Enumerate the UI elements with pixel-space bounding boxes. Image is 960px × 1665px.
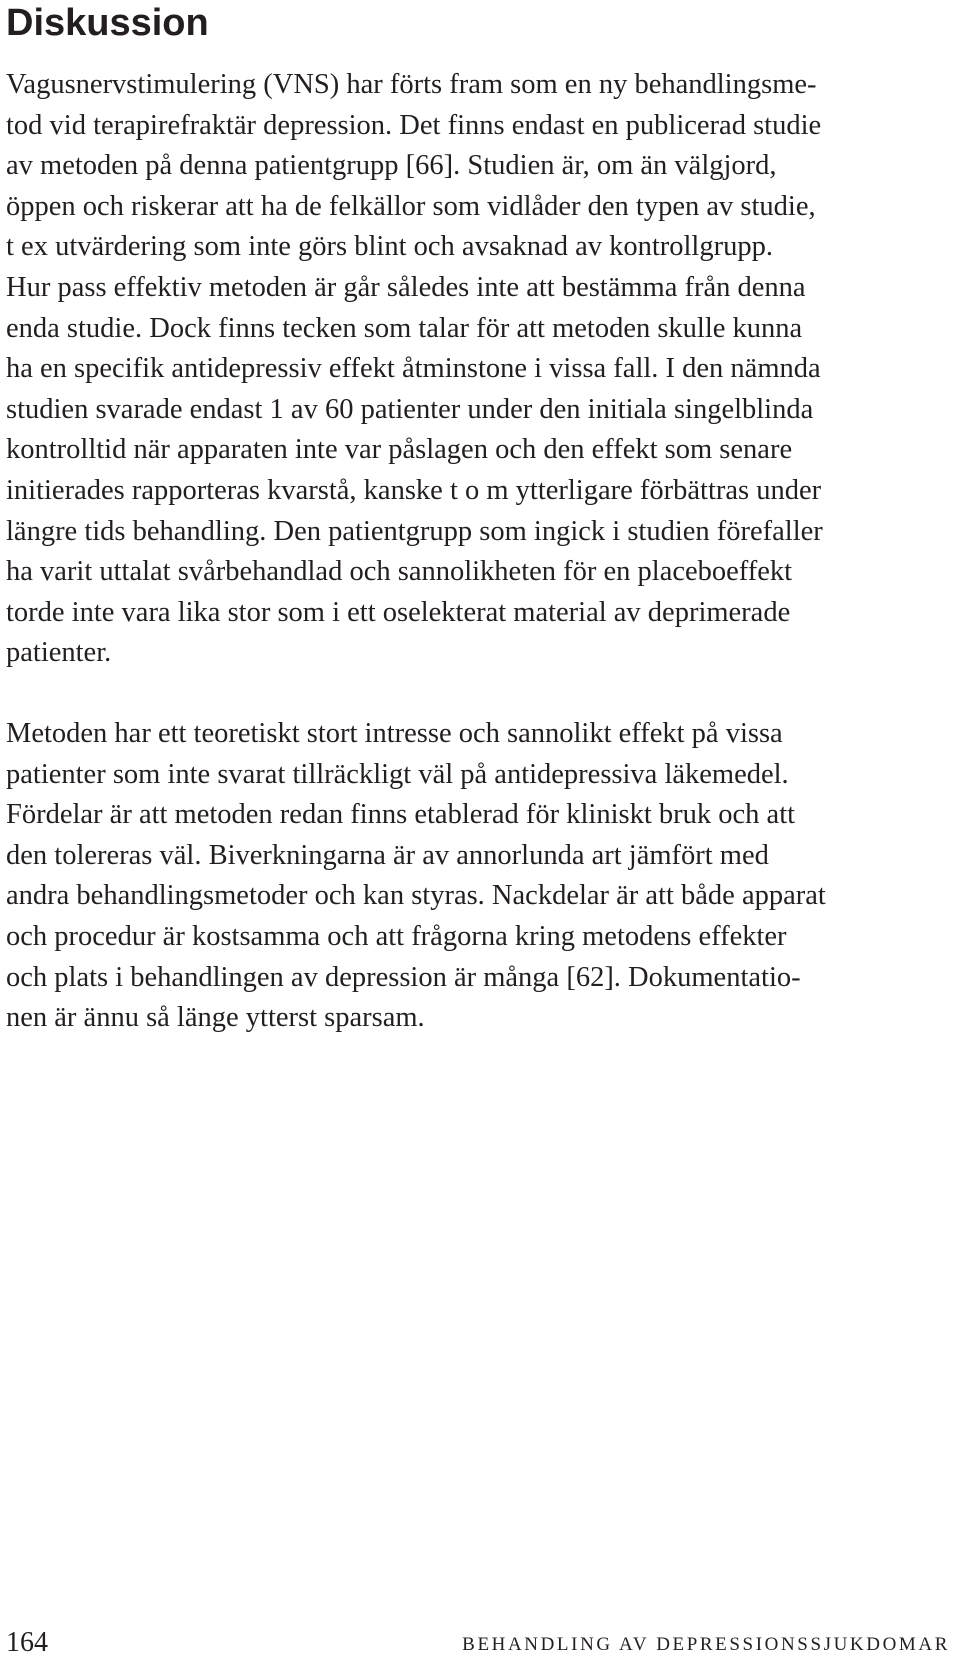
text-line: öppen och riskerar att ha de felkällor som vidlåder den typen av studie,	[6, 190, 816, 222]
paragraph-vns-study	[6, 65, 952, 674]
text-line: den tolereras väl. Biverkningarna är av annorlunda art jämfört med	[6, 839, 769, 871]
page-number: 164	[6, 1627, 48, 1658]
page-title: Diskussion	[6, 2, 209, 44]
text-line: t ex utvärdering som inte görs blint och avsaknad av kontrollgrupp.	[6, 231, 773, 263]
text-line: andra behandlingsmetoder och kan styras. Nackdelar är att både apparat	[6, 880, 826, 912]
text-line: ha en specifik antidepressiv effekt åtminstone i vissa fall. I den nämnda	[6, 353, 821, 385]
text-line: kontrolltid när apparaten inte var påslagen och den effekt som senare	[6, 434, 793, 466]
text-line: nen är ännu så länge ytterst sparsam.	[6, 1002, 425, 1034]
page-footer	[6, 1628, 950, 1658]
text-line: Vagusnervstimulering (VNS) har förts fram som en ny behandlingsme-	[6, 69, 817, 100]
text-line: längre tids behandling. Den patientgrupp som ingick i studien förefaller	[6, 515, 823, 547]
text-line: patienter som inte svarat tillräckligt väl på antidepressiva läkemedel.	[6, 758, 789, 790]
paragraph-method-assessment	[6, 714, 952, 1039]
text-line: och procedur är kostsamma och att frågorna kring metodens effekter	[6, 920, 787, 952]
text-line: patienter.	[6, 637, 112, 669]
text-line: initierades rapporteras kvarstå, kanske t o m ytterligare förbättras under	[6, 474, 822, 506]
text-line: Hur pass effektiv metoden är går således inte att bestämma från denna	[6, 271, 806, 303]
text-line: tod vid terapirefraktär depression. Det finns endast en publicerad studie	[6, 109, 822, 141]
text-line: Metoden har ett teoretiskt stort intresse och sannolikt effekt på vissa	[6, 718, 783, 749]
running-header: BEHANDLING AV DEPRESSIONSSJUKDOMAR	[462, 1634, 950, 1655]
text-line: av metoden på denna patientgrupp [66]. Studien är, om än välgjord,	[6, 150, 777, 182]
text-line: torde inte vara lika stor som i ett oselekterat material av deprimerade	[6, 596, 791, 628]
text-line: enda studie. Dock finns tecken som talar för att metoden skulle kunna	[6, 312, 803, 344]
text-line: studien svarade endast 1 av 60 patienter under den initiala singelblinda	[6, 393, 814, 425]
text-line: ha varit uttalat svårbehandlad och sannolikheten för en placeboeffekt	[6, 556, 793, 588]
text-line: Fördelar är att metoden redan finns etablerad för kliniskt bruk och att	[6, 799, 796, 831]
text-line: och plats i behandlingen av depression är många [62]. Dokumentatio-	[6, 961, 801, 993]
